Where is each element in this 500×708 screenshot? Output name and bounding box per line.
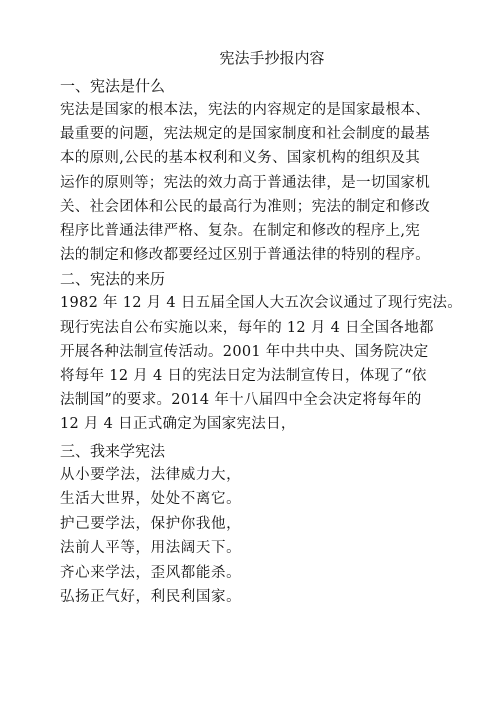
- poem-line: 护己要学法，保护你我他，: [60, 515, 242, 532]
- text-line: 法制国”的要求。2014 年十八届四中全会决定将每年的: [60, 392, 422, 409]
- poem-line: 弘扬正气好，利民利国家。: [60, 589, 242, 606]
- poem-line: 法前人平等，用法阔天下。: [60, 540, 242, 557]
- section-heading: 二、宪法的来历: [60, 270, 166, 289]
- poem-line: 齐心来学法，歪风都能杀。: [60, 564, 242, 581]
- text-line: 最重要的问题，宪法规定的是国家制度和社会制度的最基: [60, 126, 430, 143]
- text-line: 运作的原则等；宪法的效力高于普通法律，是一切国家机: [60, 174, 430, 191]
- text-line: 程序比普通法律严格、复杂。在制定和修改的程序上,宪: [60, 223, 421, 240]
- section-body: [60, 98, 470, 267]
- text-line: 现行宪法自公布实施以来，每年的 12 月 4 日全国各地都: [60, 319, 434, 336]
- text-line: 将每年 12 月 4 日的宪法日定为法制宣传日，体现了“依: [60, 368, 427, 385]
- text-line: 法的制定和修改都要经过区别于普通法律的特别的程序。: [60, 247, 430, 264]
- text-line: 12 月 4 日正式确定为国家宪法日，: [60, 416, 296, 433]
- section-heading: 一、宪法是什么: [60, 77, 166, 95]
- text-line: 关、社会团体和公民的最高行为准则；宪法的制定和修改: [60, 198, 430, 215]
- poem-body: [60, 463, 470, 610]
- text-line: 本的原则,公民的基本权利和义务、国家机构的组织及其: [60, 150, 421, 167]
- section-body: [60, 291, 470, 436]
- poem-line: 从小要学法，法律威力大，: [60, 466, 242, 483]
- section-what-is-constitution: [60, 74, 470, 267]
- text-line: 1982 年 12 月 4 日五届全国人大五次会议通过了现行宪法。: [60, 295, 463, 312]
- text-line: 宪法是国家的根本法，宪法的内容规定的是国家最根本、: [60, 102, 430, 118]
- text-line: 开展各种法制宣传活动。2001 年中共中央、国务院决定: [60, 343, 429, 360]
- section-constitution-history: [60, 267, 470, 436]
- section-heading: 三、我来学宪法: [60, 441, 166, 460]
- document-title: 宪法手抄报内容: [219, 49, 325, 67]
- poem-line: 生活大世界，处处不离它。: [60, 491, 242, 508]
- section-learn-constitution: [60, 439, 470, 610]
